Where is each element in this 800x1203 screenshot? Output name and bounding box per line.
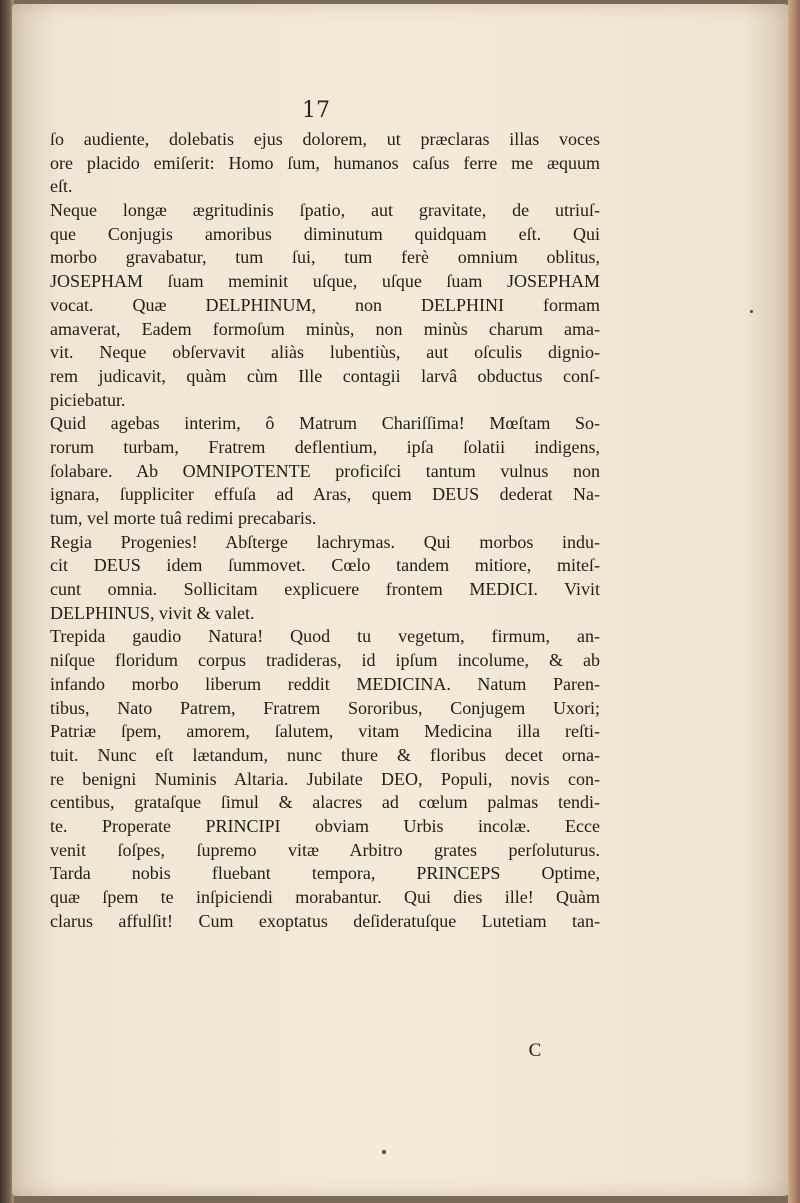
text-line: re benigni Numinis Altaria. Jubilate DEO, Populi, novis con- [50, 768, 600, 789]
text-line: niſque floridum corpus tradideras, id ipſum incolume, & ab [50, 650, 600, 671]
text-line: ſolabare. Ab OMNIPOTENTE proficiſci tantum vulnus non [50, 460, 600, 481]
text-line: JOSEPHAM ſuam meminit uſque, uſque ſuam JOSEPHAM [50, 271, 600, 292]
text-line: vocat. Quæ DELPHINUM, non DELPHINI formam [50, 294, 600, 315]
text-line: quæ ſpem te inſpiciendi morabantur. Qui dies ille! Quàm [50, 887, 600, 907]
text-line: ſo audiente, dolebatis ejus dolorem, ut præclaras illas voces [50, 129, 600, 149]
ink-speck [382, 1150, 386, 1154]
text-line: centibus, grataſque ſimul & alacres ad cœlum palmas tendi- [50, 792, 600, 813]
text-line: ore placido emiſerit: Homo ſum, humanos caſus ferre me æquum [50, 152, 600, 173]
text-line: te. Properate PRINCIPI obviam Urbis incolæ. Ecce [50, 815, 600, 836]
text-line: tum, vel morte tuâ redimi precabaris. [50, 508, 317, 528]
text-line: Patriæ ſpem, amorem, ſalutem, vitam Medicina illa reſti- [50, 721, 600, 742]
text-line: cit DEUS idem ſummovet. Cœlo tandem mitiore, miteſ- [50, 555, 600, 576]
text-line: Trepida gaudio Natura! Quod tu vegetum, firmum, an- [50, 626, 600, 647]
text-line: DELPHINUS, vivit & valet. [50, 602, 255, 623]
text-line: rem judicavit, quàm cùm Ille contagii larvâ obductus conſ- [50, 365, 600, 386]
text-line: Tarda nobis fluebant tempora, PRINCEPS Optime, [50, 863, 600, 884]
page-number: 17 [302, 98, 330, 123]
text-line: ignara, ſuppliciter effuſa ad Aras, quem DEUS dederat Na- [50, 484, 600, 505]
text-line: tuit. Nunc eſt lætandum, nunc thure & floribus decet orna- [50, 744, 600, 765]
text-line: piciebatur. [50, 389, 126, 410]
text-line: Neque longæ ægritudinis ſpatio, aut gravitate, de utriuſ- [50, 200, 600, 221]
text-line: venit ſoſpes, ſupremo vitæ Arbitro grates perſoluturus. [50, 839, 600, 860]
text-line: vit. Neque obſervavit aliàs lubentiùs, aut oſculis dignio- [50, 342, 600, 363]
text-line: infando morbo liberum reddit MEDICINA. Natum Paren- [50, 673, 600, 694]
text-line: cunt omnia. Sollicitam explicuere frontem MEDICI. Vivit [50, 579, 600, 600]
body-text [50, 128, 600, 933]
ink-speck [750, 310, 753, 313]
text-line: tibus, Nato Patrem, Fratrem Sororibus, Conjugem Uxori; [50, 697, 600, 718]
text-line: clarus affulſit! Cum exoptatus deſideratuſque Lutetiam tan- [50, 910, 600, 931]
text-line: eſt. [50, 176, 73, 197]
text-line: rorum turbam, Fratrem deflentium, ipſa ſolatii indigens, [50, 436, 600, 457]
text-line: amaverat, Eadem formoſum minùs, non minùs charum ama- [50, 318, 600, 339]
text-line: Regia Progenies! Abſterge lachrymas. Qui morbos indu- [50, 531, 600, 552]
text-line: que Conjugis amoribus diminutum quidquam eſt. Qui [50, 223, 600, 244]
catchword: C [528, 1040, 542, 1061]
page-edge [788, 0, 800, 1203]
text-line: morbo gravabatur, tum ſui, tum ferè omnium oblitus, [50, 247, 600, 268]
text-line: Quid agebas interim, ô Matrum Chariſſima! Mœſtam So- [50, 413, 600, 434]
